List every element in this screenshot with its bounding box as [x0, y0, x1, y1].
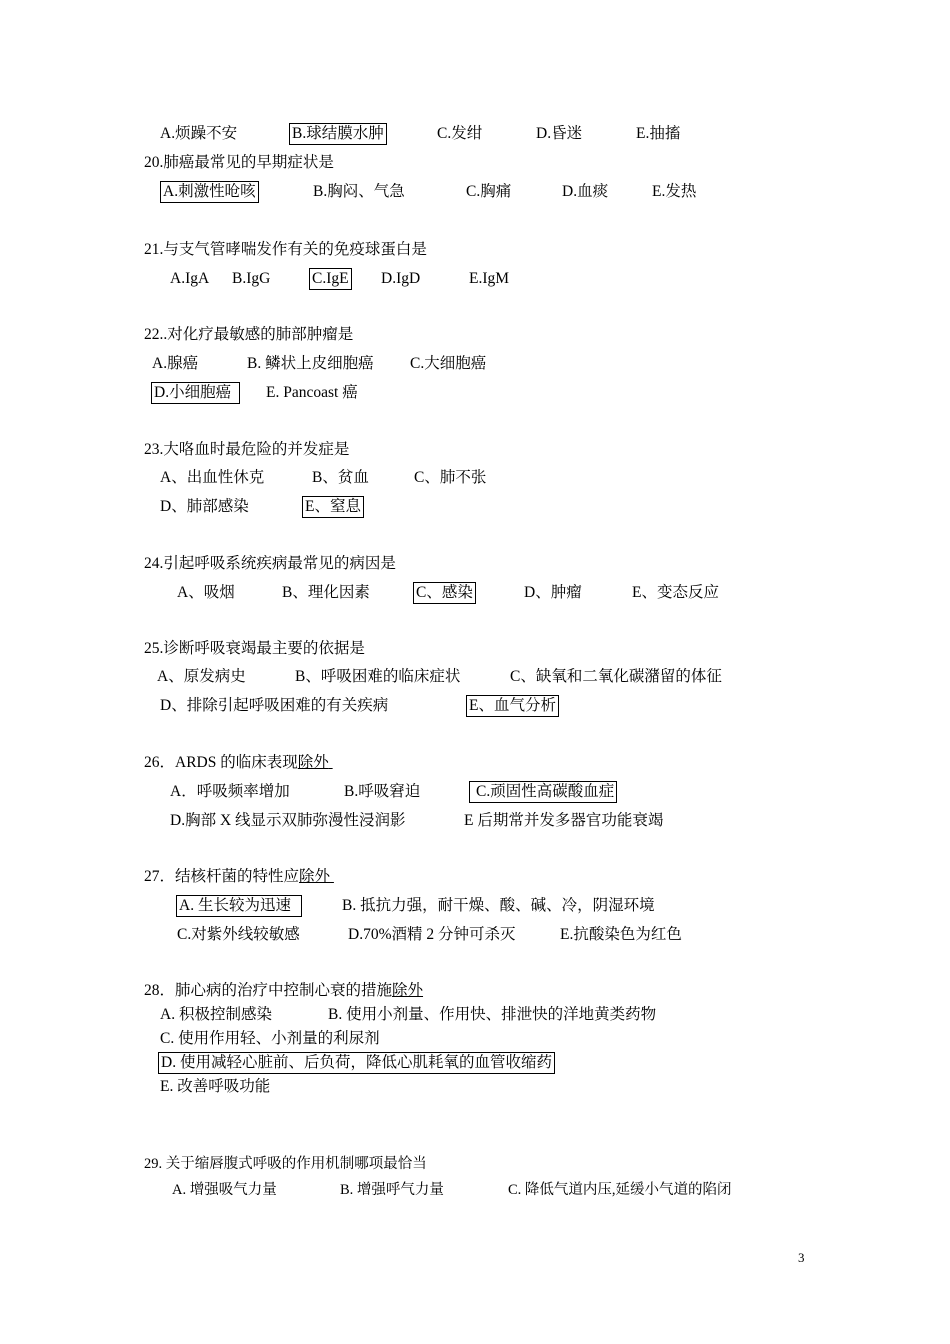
q22-option-e: E. Pancoast 癌 — [266, 384, 358, 401]
q29-option-b: B. 增强呼气力量 — [340, 1182, 444, 1198]
question-26-stem — [144, 753, 333, 773]
q23-option-e-answer: E、窒息 — [302, 496, 364, 518]
question-24-stem: 24.引起呼吸系统疾病最常见的病因是 — [144, 555, 396, 572]
q27-stem-text: 27．结核杆菌的特性应 — [144, 868, 300, 885]
q27-option-c: C.对紫外线较敏感 — [177, 926, 300, 943]
question-23-stem: 23.大咯血时最危险的并发症是 — [144, 441, 350, 458]
q26-stem-except: 除外 — [297, 754, 329, 771]
q21-option-a: A.IgA — [170, 270, 210, 287]
q19-option-d: D.昏迷 — [536, 125, 583, 142]
q25-option-c: C、缺氧和二氧化碳潴留的体征 — [510, 668, 722, 685]
q28-stem-text: 28．肺心病的治疗中控制心衰的措施 — [144, 982, 393, 999]
question-21-stem: 21.与支气管哮喘发作有关的免疫球蛋白是 — [144, 241, 427, 258]
question-22-stem: 22..对化疗最敏感的肺部肿瘤是 — [144, 326, 354, 343]
q26-option-a: A．呼吸频率增加 — [170, 783, 290, 800]
q20-option-d: D.血痰 — [562, 183, 609, 200]
q27-option-b: B. 抵抗力强，耐干燥、酸、碱、冷，阴湿环境 — [342, 897, 655, 914]
q21-option-c-answer: C.IgE — [309, 268, 352, 290]
q23-option-a: A、出血性休克 — [160, 469, 265, 486]
q26-stem-text: 26．ARDS 的临床表现 — [144, 754, 298, 771]
q19-option-a: A.烦躁不安 — [160, 125, 238, 142]
q28-option-a: A. 积极控制感染 — [160, 1006, 272, 1023]
q19-option-c: C.发绀 — [437, 125, 483, 142]
q20-option-b: B.胸闷、气急 — [313, 183, 405, 200]
q19-option-b-answer: B.球结膜水肿 — [289, 123, 387, 145]
q26-option-d: D.胸部 X 线显示双肺弥漫性浸润影 — [170, 812, 406, 829]
q28-stem-except: 除外 — [392, 982, 424, 999]
q27-stem-except: 除外 — [299, 868, 331, 885]
q26-option-b: B.呼吸窘迫 — [344, 783, 421, 800]
q24-option-a: A、吸烟 — [177, 584, 235, 601]
q22-option-c: C.大细胞癌 — [410, 355, 487, 372]
q25-option-e-answer: E、血气分析 — [466, 695, 559, 717]
question-28-stem — [144, 981, 423, 1001]
q22-option-d-answer: D.小细胞癌 — [151, 382, 240, 404]
q24-option-e: E、变态反应 — [632, 584, 719, 601]
question-25-stem: 25.诊断呼吸衰竭最主要的依据是 — [144, 640, 365, 657]
q29-option-c: C. 降低气道内压,延缓小气道的陷闭 — [508, 1182, 732, 1198]
q21-option-d: D.IgD — [381, 270, 421, 287]
q19-option-e: E.抽搐 — [636, 125, 681, 142]
q23-option-c: C、肺不张 — [414, 469, 487, 486]
q21-option-e: E.IgM — [469, 270, 510, 287]
q25-option-d: D、排除引起呼吸困难的有关疾病 — [160, 697, 389, 714]
q24-option-c-answer: C、感染 — [413, 582, 476, 604]
question-27-stem — [144, 867, 334, 887]
q22-option-a: A.腺癌 — [152, 355, 199, 372]
q20-option-a-answer: A.刺激性呛咳 — [160, 181, 259, 203]
q29-option-a: A. 增强吸气力量 — [172, 1182, 277, 1198]
q26-option-c-answer: C.顽固性高碳酸血症 — [469, 781, 617, 803]
page-number: 3 — [798, 1250, 805, 1265]
q28-option-e: E. 改善呼吸功能 — [160, 1078, 271, 1095]
q23-option-d: D、肺部感染 — [160, 498, 249, 515]
q28-option-d-answer: D. 使用减轻心脏前、后负荷，降低心肌耗氧的血管收缩药 — [158, 1052, 555, 1074]
q25-option-a: A、原发病史 — [157, 668, 246, 685]
q20-option-e: E.发热 — [652, 183, 697, 200]
q20-option-c: C.胸痛 — [466, 183, 512, 200]
q28-option-b: B. 使用小剂量、作用快、排泄快的洋地黄类药物 — [328, 1006, 657, 1023]
q27-option-d: D.70%酒精 2 分钟可杀灭 — [348, 926, 516, 943]
q27-option-a-answer: A. 生长较为迅速 — [176, 895, 302, 917]
q24-option-d: D、肿瘤 — [524, 584, 582, 601]
q27-option-e: E.抗酸染色为红色 — [560, 926, 682, 943]
q22-option-b: B. 鳞状上皮细胞癌 — [247, 355, 374, 372]
q21-option-b: B.IgG — [232, 270, 271, 287]
q26-option-e: E 后期常并发多器官功能衰竭 — [464, 812, 664, 829]
q25-option-b: B、呼吸困难的临床症状 — [295, 668, 461, 685]
q28-option-c: C. 使用作用轻、小剂量的利尿剂 — [160, 1030, 380, 1047]
q24-option-b: B、理化因素 — [282, 584, 370, 601]
question-20-stem: 20.肺癌最常见的早期症状是 — [144, 154, 334, 171]
question-29-stem: 29. 关于缩唇腹式呼吸的作用机制哪项最恰当 — [144, 1156, 427, 1172]
q23-option-b: B、贫血 — [312, 469, 369, 486]
